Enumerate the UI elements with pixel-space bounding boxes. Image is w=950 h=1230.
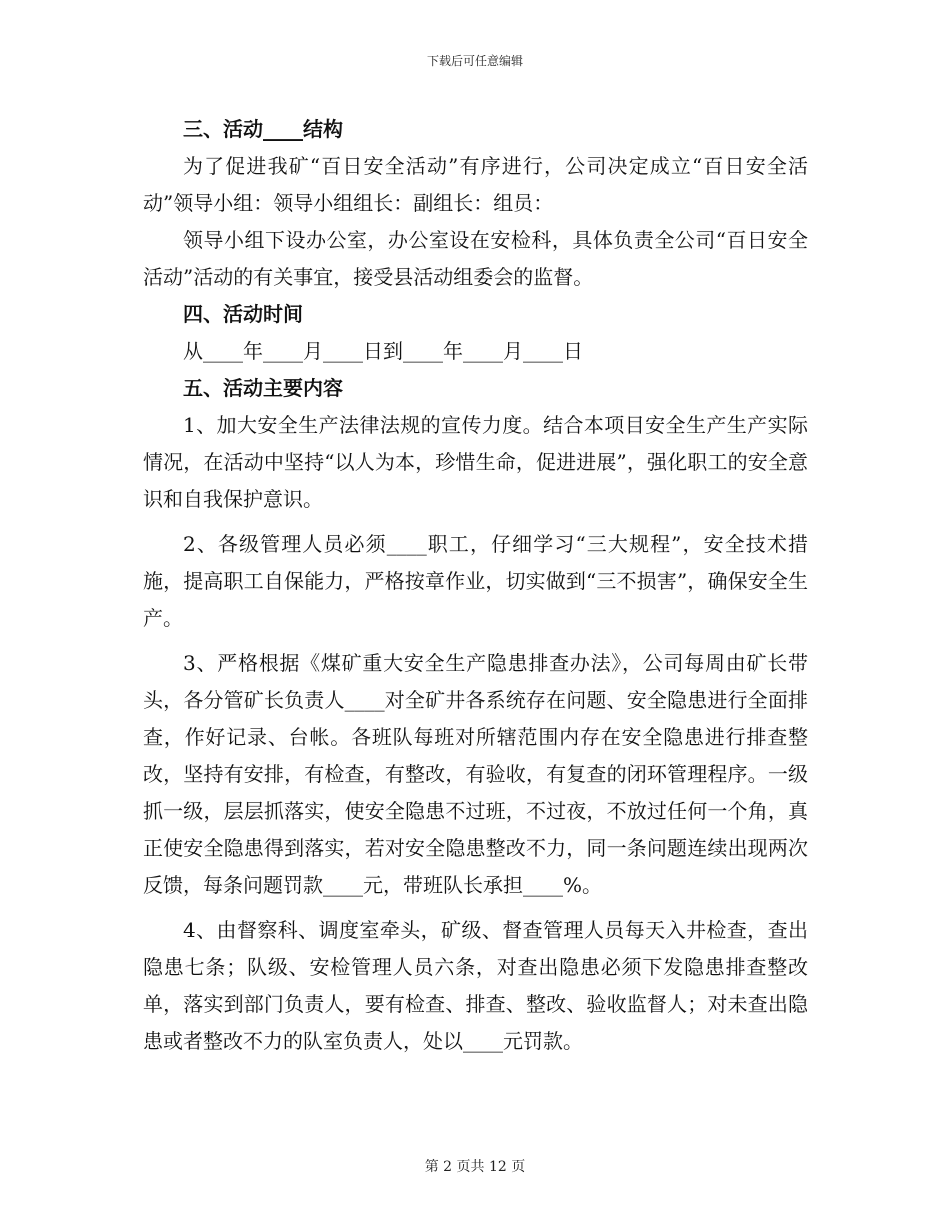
- section-3-heading: 三、活动____结构: [183, 117, 343, 141]
- section-5-item-4: 4、由督察科、调度室牵头，矿级、督查管理人员每天入井检查，查出隐患七条；队级、安检管理人员六条，对查出隐患必须下发隐患排查整改单，落实到部门负责人，要有检查、排查、整改、验收监督人；对未查出隐患或者整改不力的队室负责人，处以____元罚款。: [143, 918, 808, 1053]
- section-5-heading: 五、活动主要内容: [183, 376, 343, 400]
- section-5-item-2: 2、各级管理人员必须____职工，仔细学习“三大规程”，安全技术措施，提高职工自保能力，严格按章作业，切实做到“三不损害”，确保安全生产。: [143, 532, 808, 630]
- page-header: 下载后可任意编辑: [426, 54, 523, 68]
- section-4-heading: 四、活动时间: [183, 302, 303, 326]
- document-body: [143, 111, 808, 1060]
- section-3-paragraph-2: 领导小组下设办公室，办公室设在安检科，具体负责全公司“百日安全活动”活动的有关事宜，接受县活动组委会的监督。: [143, 228, 808, 289]
- section-5-item-1: 1、加大安全生产法律法规的宣传力度。结合本项目安全生产生产实际情况，在活动中坚持“以人为本，珍惜生命，促进进展”，强化职工的安全意识和自我保护意识。: [143, 413, 808, 511]
- section-4-paragraph-1: 从____年____月____日到____年____月____日: [183, 339, 583, 363]
- page-footer: 第 2 页共 12 页: [424, 1159, 526, 1175]
- section-5-item-3: 3、严格根据《煤矿重大安全生产隐患排查办法》，公司每周由矿长带头，各分管矿长负责人____对全矿井各系统存在问题、安全隐患进行全面排查，作好记录、台帐。各班队每班对所辖范围内存在安全隐患进行排查整改，坚持有安排，有检查，有整改，有验收，有复查的闭环管理程序。一级抓一级，层层抓落实，使安全隐患不过班，不过夜，不放过任何一个角，真正使安全隐患得到落实，若对安全隐患整改不力，同一条问题连续出现两次反馈，每条问题罚款____元，带班队长承担____%。: [143, 651, 808, 897]
- section-3-paragraph-1: 为了促进我矿“百日安全活动”有序进行，公司决定成立“百日安全活动”领导小组：领导小组组长：副组长：组员：: [143, 154, 808, 215]
